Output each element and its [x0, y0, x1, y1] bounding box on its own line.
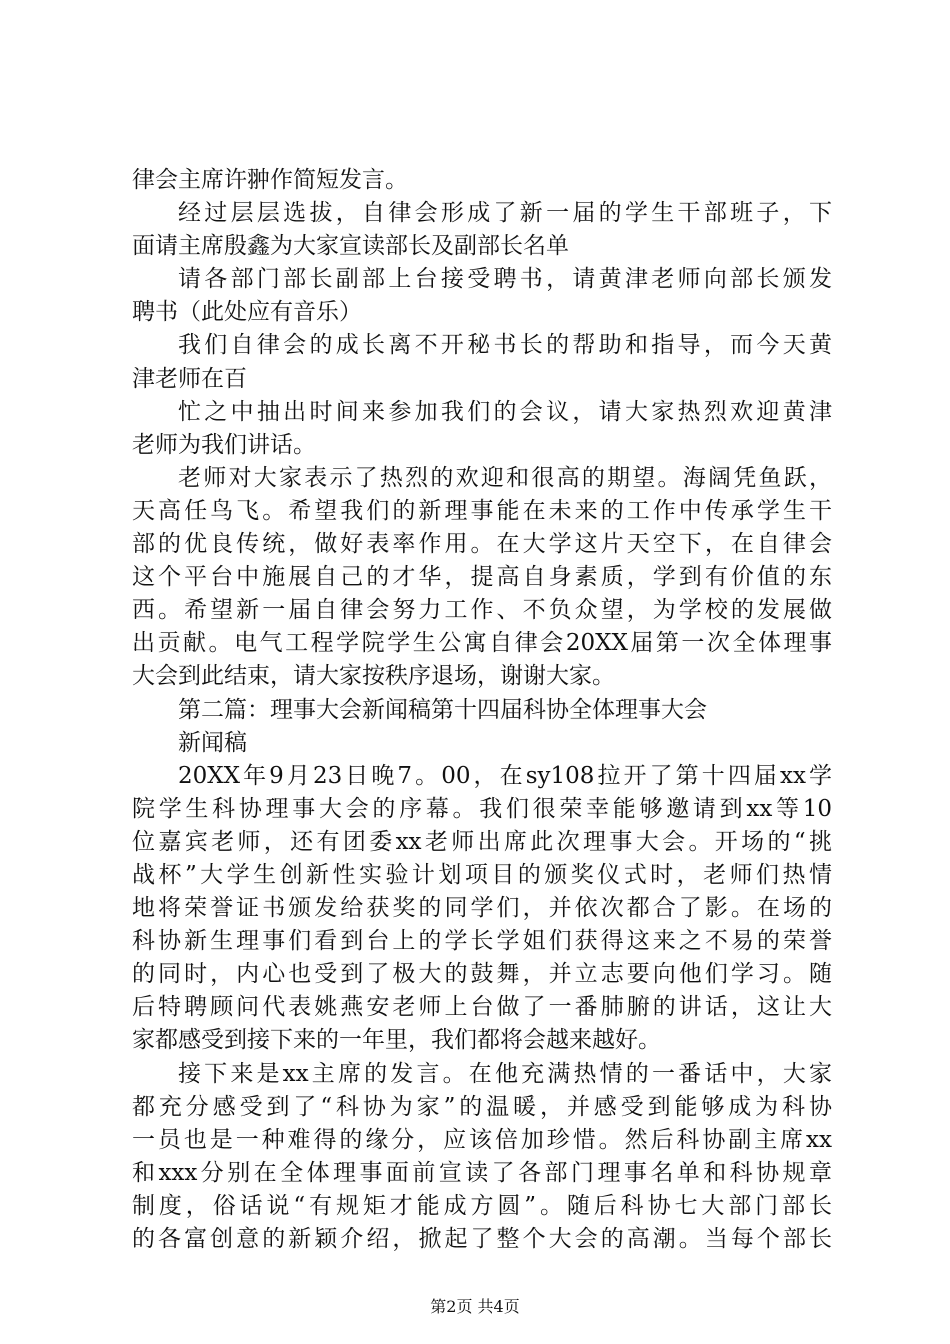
text-line: 津老师在百 — [132, 365, 247, 392]
text-line: 制度，俗话说“有规矩才能成方圆”。随后科协七大部门部长 — [132, 1192, 832, 1219]
text-line: 经过层层选拔，自律会形成了新一届的学生干部班子，下 — [178, 200, 832, 227]
text-line: 老师对大家表示了热烈的欢迎和很高的期望。海阔凭鱼跃， — [178, 464, 832, 491]
text-line: 院学生科协理事大会的序幕。我们很荣幸能够邀请到xx等10 — [132, 795, 832, 822]
text-line: 请各部门部长副部上台接受聘书，请黄津老师向部长颁发 — [178, 266, 832, 293]
text-line: 地将荣誉证书颁发给获奖的同学们，并依次都合了影。在场的 — [132, 895, 832, 922]
text-line: 我们自律会的成长离不开秘书长的帮助和指导，而今天黄 — [178, 332, 832, 359]
text-line: 面请主席殷鑫为大家宣读部长及副部长名单 — [132, 233, 569, 260]
text-line: 的各富创意的新颖介绍，掀起了整个大会的高潮。当每个部长 — [132, 1226, 832, 1252]
text-line: 律会主席许翀作简短发言。 — [132, 167, 408, 193]
text-line: 位嘉宾老师，还有团委xx老师出席此次理事大会。开场的“挑 — [132, 828, 832, 855]
document-body — [132, 164, 832, 1256]
text-line: 后特聘顾问代表姚燕安老师上台做了一番肺腑的讲话，这让大 — [132, 994, 832, 1021]
text-line: 忙之中抽出时间来参加我们的会议，请大家热烈欢迎黄津 — [178, 398, 832, 425]
text-line: 家都感受到接下来的一年里，我们都将会越来越好。 — [132, 1027, 661, 1054]
text-line: 科协新生理事们看到台上的学长学姐们获得这来之不易的荣誉 — [132, 928, 832, 955]
text-line: 老师为我们讲话。 — [132, 431, 316, 458]
text-line: 这个平台中施展自己的才华，提高自身素质，学到有价值的东 — [132, 564, 832, 591]
text-line: 20XX年9月23日晚7。00，在sy108拉开了第十四届xx学 — [178, 762, 832, 789]
text-line: 和xxx分别在全体理事面前宣读了各部门理事名单和科协规章 — [132, 1159, 832, 1186]
text-line: 都充分感受到了“科协为家”的温暖，并感受到能够成为科协 — [132, 1093, 832, 1120]
text-line: 天高任鸟飞。希望我们的新理事能在未来的工作中传承学生干 — [132, 497, 832, 524]
page-footer: 第2页 共4页 — [430, 1297, 520, 1316]
text-line: 出贡献。电气工程学院学生公寓自律会20XX届第一次全体理事 — [132, 630, 832, 657]
text-line: 第二篇：理事大会新闻稿第十四届科协全体理事大会 — [178, 696, 707, 723]
text-line: 大会到此结束，请大家按秩序退场，谢谢大家。 — [132, 663, 615, 690]
text-line: 部的优良传统，做好表率作用。在大学这片天空下，在自律会 — [132, 531, 832, 558]
text-line: 新闻稿 — [178, 729, 247, 756]
text-line: 一员也是一种难得的缘分，应该倍加珍惜。然后科协副主席xx — [132, 1126, 832, 1153]
text-line: 西。希望新一届自律会努力工作、不负众望，为学校的发展做 — [132, 597, 832, 624]
text-line: 的同时，内心也受到了极大的鼓舞，并立志要向他们学习。随 — [132, 961, 832, 988]
text-line: 战杯”大学生创新性实验计划项目的颁奖仪式时，老师们热情 — [132, 861, 832, 888]
text-line: 接下来是xx主席的发言。在他充满热情的一番话中，大家 — [178, 1060, 832, 1087]
text-line: 聘书（此处应有音乐） — [132, 299, 362, 326]
